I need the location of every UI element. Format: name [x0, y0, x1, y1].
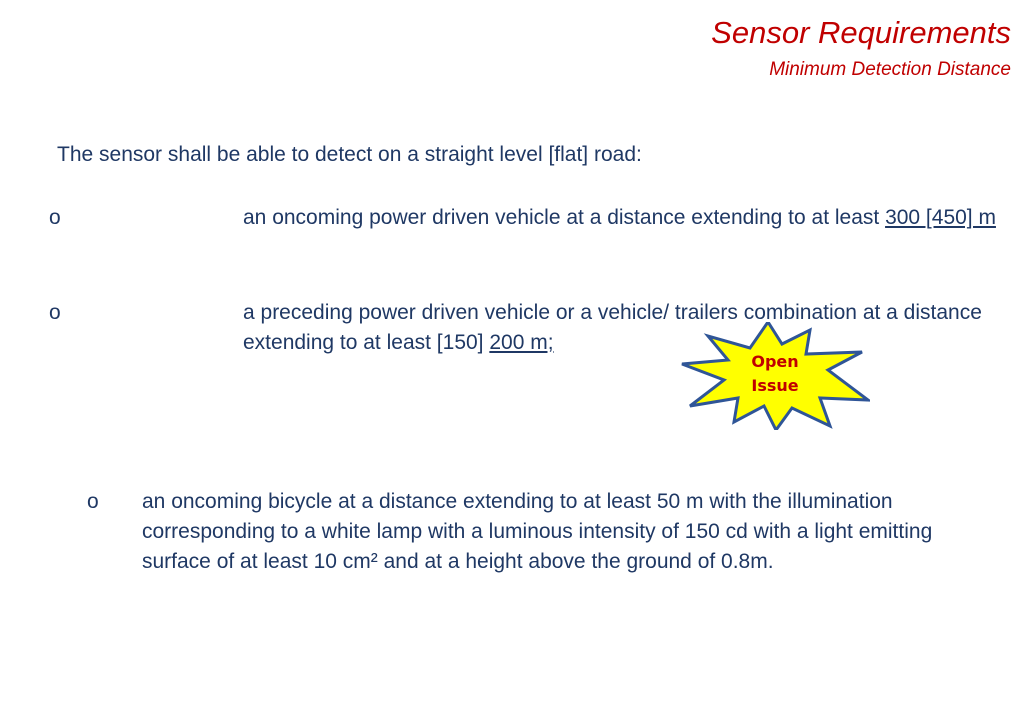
bullet-marker: o: [87, 490, 99, 513]
bullet-marker: o: [49, 301, 61, 324]
page-title: Sensor Requirements: [711, 15, 1011, 50]
open-issue-label: [680, 350, 870, 398]
intro-text: The sensor shall be able to detect on a straight level [flat] road:: [57, 143, 642, 166]
bullet-text: an oncoming power driven vehicle at a distance extending to at least: [243, 206, 886, 229]
page-subtitle: Minimum Detection Distance: [769, 59, 1011, 80]
bullet-item-oncoming-bicycle: an oncoming bicycle at a distance extending to at least 50 m with the illumination corresponding to a white lamp with a luminous intensity of 150 cd with a light emitting surface of at least 10 cm² and at a height above the ground of 0.8m.: [142, 490, 933, 573]
bullet-text: a preceding power driven vehicle or a vehicle/ trailers combination at a distance extending to at least [150]: [243, 301, 982, 354]
open-issue-callout: [680, 322, 870, 430]
open-issue-line2: Issue: [751, 376, 799, 395]
open-issue-line1: Open: [751, 352, 799, 371]
bullet-marker: o: [49, 206, 61, 229]
bullet-item-oncoming-vehicle: [243, 203, 1003, 233]
underlined-distance: 200 m;: [489, 331, 554, 354]
underlined-distance: 300 [450] m: [885, 206, 996, 229]
bullet-item-preceding-vehicle: [243, 298, 1003, 358]
